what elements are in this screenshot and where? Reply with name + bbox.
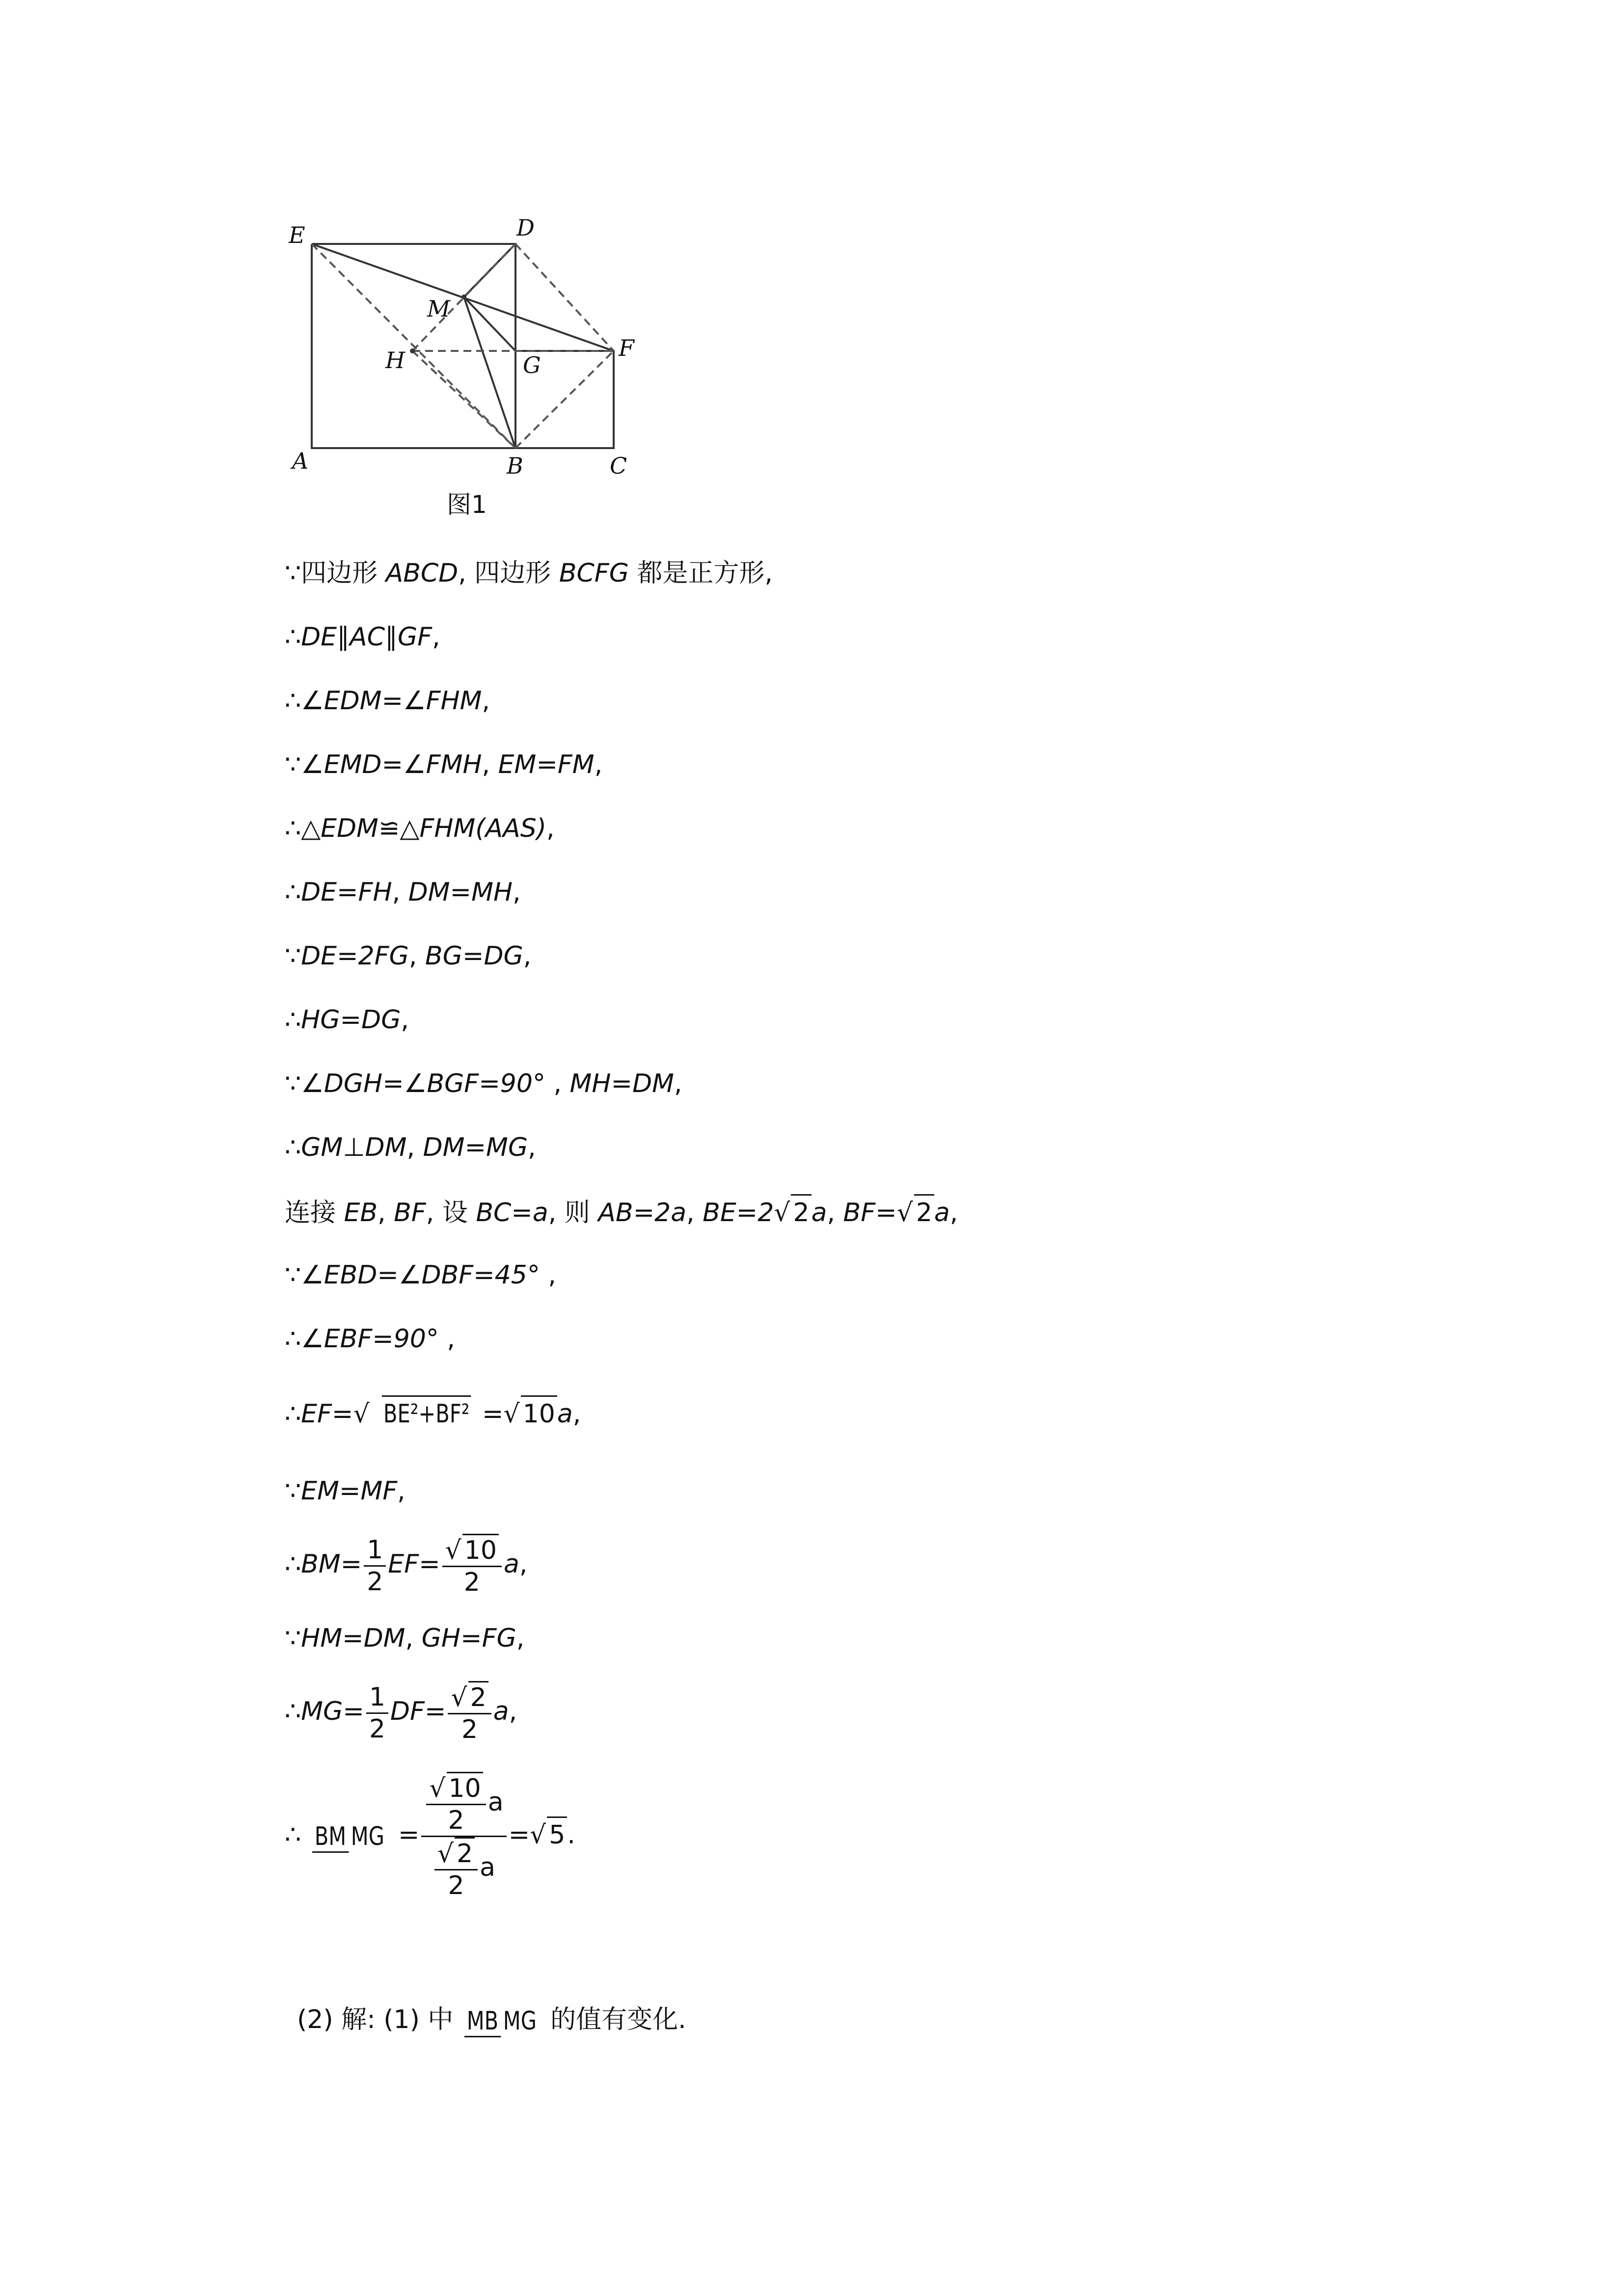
text: ,	[949, 1198, 958, 1228]
because-symbol: ∵	[285, 1476, 301, 1506]
math: ABCD	[385, 559, 459, 588]
segment-hb	[412, 351, 515, 448]
numerator: 1	[366, 1682, 388, 1714]
proof-line-8	[285, 1003, 409, 1037]
denominator: 2	[448, 1806, 464, 1835]
because-symbol: ∵	[285, 941, 301, 971]
geometry-diagram	[280, 216, 653, 530]
proof-line-9	[285, 1067, 682, 1101]
denominator: 2	[448, 1871, 464, 1900]
because-symbol: ∵	[285, 1069, 301, 1098]
therefore-symbol: ∴	[285, 1324, 301, 1354]
therefore-symbol: ∴	[285, 1549, 301, 1579]
numerator	[448, 1681, 491, 1714]
math: DE=2FG	[301, 941, 409, 971]
text: ,	[594, 750, 603, 779]
math: ∠EDM=∠FHM	[301, 686, 482, 716]
because-symbol: ∵	[285, 1260, 301, 1290]
text: ,	[523, 941, 532, 971]
text: 四边形	[301, 559, 386, 588]
math: a	[480, 1853, 496, 1882]
text: (2) 解: (1) 中	[297, 2005, 454, 2034]
math: a	[557, 1399, 573, 1429]
proof-line-16	[285, 1534, 527, 1598]
math: ∠DGH=∠BGF=90°	[301, 1069, 545, 1098]
radicand: 2	[455, 1837, 475, 1869]
math: BF	[394, 1198, 426, 1228]
numerator	[442, 1534, 502, 1567]
proof-line-4	[285, 748, 602, 782]
math: △EDM≌△FHM	[301, 814, 476, 843]
numerator: 1	[364, 1535, 386, 1567]
proof-line-15	[285, 1474, 406, 1508]
text: ,	[482, 686, 490, 716]
radical-sign: √	[445, 1536, 461, 1565]
label-h: H	[385, 347, 406, 374]
text: ,	[408, 941, 425, 971]
proof-line-6	[285, 875, 521, 909]
proof-line-14	[285, 1395, 581, 1431]
text: =	[398, 1820, 420, 1850]
math: MG=	[301, 1697, 364, 1726]
therefore-symbol: ∴	[285, 686, 301, 716]
radical-sign: √	[429, 1774, 446, 1803]
radical-sign: √	[896, 1198, 913, 1228]
text: =	[508, 1820, 530, 1850]
math: BE=2	[703, 1198, 774, 1228]
text: .	[567, 1820, 575, 1850]
text: ,	[392, 878, 408, 907]
math: DM=MH	[408, 878, 513, 907]
text: =	[482, 1399, 504, 1429]
radical-sign: √	[774, 1198, 790, 1228]
math: (AAS)	[475, 814, 547, 843]
segment-mb	[464, 297, 515, 448]
text: , 则	[548, 1198, 598, 1228]
math: BCFG	[559, 559, 629, 588]
math: HM=DM	[301, 1624, 406, 1653]
text: 都是正方形,	[629, 559, 773, 588]
therefore-symbol: ∴	[285, 814, 301, 843]
label-g: G	[523, 352, 541, 378]
text: ,	[572, 1399, 581, 1429]
numerator	[426, 1772, 486, 1805]
text: ,	[686, 1198, 703, 1228]
proof-line-7	[285, 939, 531, 973]
radicand: 2	[914, 1194, 934, 1230]
label-m: M	[427, 295, 451, 322]
text: 连接	[285, 1198, 344, 1228]
fraction	[448, 1681, 491, 1745]
radicand: 10	[447, 1772, 483, 1804]
radical-sign: √	[451, 1683, 467, 1712]
math: DE∥AC∥GF	[301, 622, 433, 652]
label-b: B	[507, 453, 523, 479]
math: ∠EBF=90°	[301, 1324, 439, 1354]
math: ∠EMD=∠FMH	[301, 750, 482, 779]
fraction	[312, 1819, 387, 1854]
text: ,	[397, 1476, 406, 1506]
label-d: D	[516, 216, 535, 241]
radical-sign: √	[353, 1399, 370, 1429]
denominator	[430, 1837, 498, 1901]
therefore-symbol: ∴	[285, 1399, 301, 1429]
proof-line-11	[285, 1194, 958, 1230]
because-symbol: ∵	[285, 750, 301, 779]
proof-line-2	[285, 620, 440, 654]
radical-sign: √	[503, 1399, 520, 1429]
text: ,	[432, 622, 440, 652]
text: ,	[516, 1624, 525, 1653]
proof-line-17	[285, 1621, 524, 1655]
proof-line-13	[285, 1322, 455, 1356]
compound-fraction	[421, 1772, 506, 1901]
numerator: MB	[464, 2006, 501, 2037]
because-symbol: ∵	[285, 1624, 301, 1653]
text: ,	[509, 1697, 517, 1726]
math: BM=	[301, 1549, 362, 1579]
math: a	[934, 1198, 950, 1228]
fraction	[464, 2004, 539, 2038]
radicand: 5	[547, 1816, 567, 1852]
segment-mg	[464, 297, 515, 351]
math: a	[503, 1549, 519, 1579]
text: ,	[519, 1549, 528, 1579]
point-h-dot	[410, 348, 415, 353]
proof-line-3	[285, 684, 490, 718]
fraction	[426, 1772, 486, 1836]
label-a: A	[292, 448, 309, 474]
math: HG=DG	[301, 1005, 401, 1035]
math: a	[493, 1697, 509, 1726]
therefore-symbol: ∴	[285, 878, 301, 907]
text: ,	[401, 1005, 409, 1035]
math: EB	[344, 1198, 378, 1228]
label-e: E	[289, 222, 305, 248]
text: ,	[528, 1133, 536, 1162]
text: ,	[540, 1260, 556, 1290]
therefore-symbol: ∴	[285, 1820, 301, 1850]
numerator: BM	[312, 1822, 349, 1853]
denominator: 2	[461, 1715, 478, 1744]
radical-sign: √	[530, 1820, 546, 1850]
math: a	[811, 1198, 827, 1228]
text: ,	[545, 1069, 570, 1098]
label-f: F	[619, 335, 634, 361]
math: EM=FM	[498, 750, 595, 779]
fraction	[434, 1837, 478, 1901]
text: ,	[406, 1133, 423, 1162]
part-2-line	[297, 2002, 686, 2038]
therefore-symbol: ∴	[285, 1005, 301, 1035]
text: ,	[438, 1324, 455, 1354]
math: DF=	[390, 1697, 446, 1726]
therefore-symbol: ∴	[285, 1697, 301, 1726]
math: BC=a	[476, 1198, 548, 1228]
fraction	[364, 1535, 386, 1597]
radicand: BE²+BF²	[381, 1395, 471, 1431]
numerator	[434, 1837, 478, 1870]
text: , 四边形	[458, 559, 559, 588]
numerator	[421, 1772, 506, 1837]
text: ,	[546, 814, 555, 843]
segment-md	[464, 244, 515, 297]
proof-line-10	[285, 1130, 536, 1165]
math: GH=FG	[421, 1624, 516, 1653]
therefore-symbol: ∴	[285, 622, 301, 652]
fraction	[442, 1534, 502, 1598]
math: ∠EBD=∠DBF=45°	[301, 1260, 540, 1290]
denominator: 2	[463, 1568, 480, 1597]
label-c: C	[610, 453, 627, 479]
text: ,	[513, 878, 521, 907]
segment-df	[515, 244, 614, 351]
because-symbol: ∵	[285, 559, 301, 588]
text: ,	[378, 1198, 394, 1228]
text: , 设	[426, 1198, 476, 1228]
math: GM⊥DM	[301, 1133, 407, 1162]
text: ,	[482, 750, 498, 779]
radicand: 10	[462, 1534, 499, 1566]
proof-line-19	[285, 1772, 575, 1901]
text: ,	[827, 1198, 843, 1228]
proof-line-5	[285, 811, 555, 846]
fraction	[366, 1682, 388, 1744]
radical-sign: √	[437, 1839, 454, 1869]
denominator: 2	[369, 1714, 385, 1744]
math: DE=FH	[301, 878, 392, 907]
math: EF=	[301, 1399, 353, 1429]
denominator: MG	[503, 2006, 537, 2036]
math: DM=MG	[423, 1133, 528, 1162]
math: a	[487, 1788, 504, 1817]
math: EF=	[388, 1549, 440, 1579]
text: ,	[674, 1069, 682, 1098]
figure-caption: 图1	[447, 490, 487, 519]
radicand: 2	[791, 1194, 811, 1230]
proof-line-1	[285, 556, 773, 590]
math: BG=DG	[425, 941, 523, 971]
proof-line-18	[285, 1681, 517, 1745]
denominator: MG	[351, 1821, 385, 1851]
point-m-dot	[461, 294, 466, 299]
text: ,	[405, 1624, 422, 1653]
math: MH=DM	[569, 1069, 674, 1098]
denominator: 2	[367, 1567, 383, 1597]
radicand: 2	[468, 1681, 488, 1713]
text: 的值有变化.	[550, 2005, 686, 2034]
math: EM=MF	[301, 1476, 398, 1506]
figure-1	[280, 216, 653, 530]
math: BF=	[843, 1198, 897, 1228]
math: AB=2a	[598, 1198, 687, 1228]
therefore-symbol: ∴	[285, 1133, 301, 1162]
proof-line-12	[285, 1258, 556, 1292]
radicand: 10	[521, 1395, 557, 1431]
